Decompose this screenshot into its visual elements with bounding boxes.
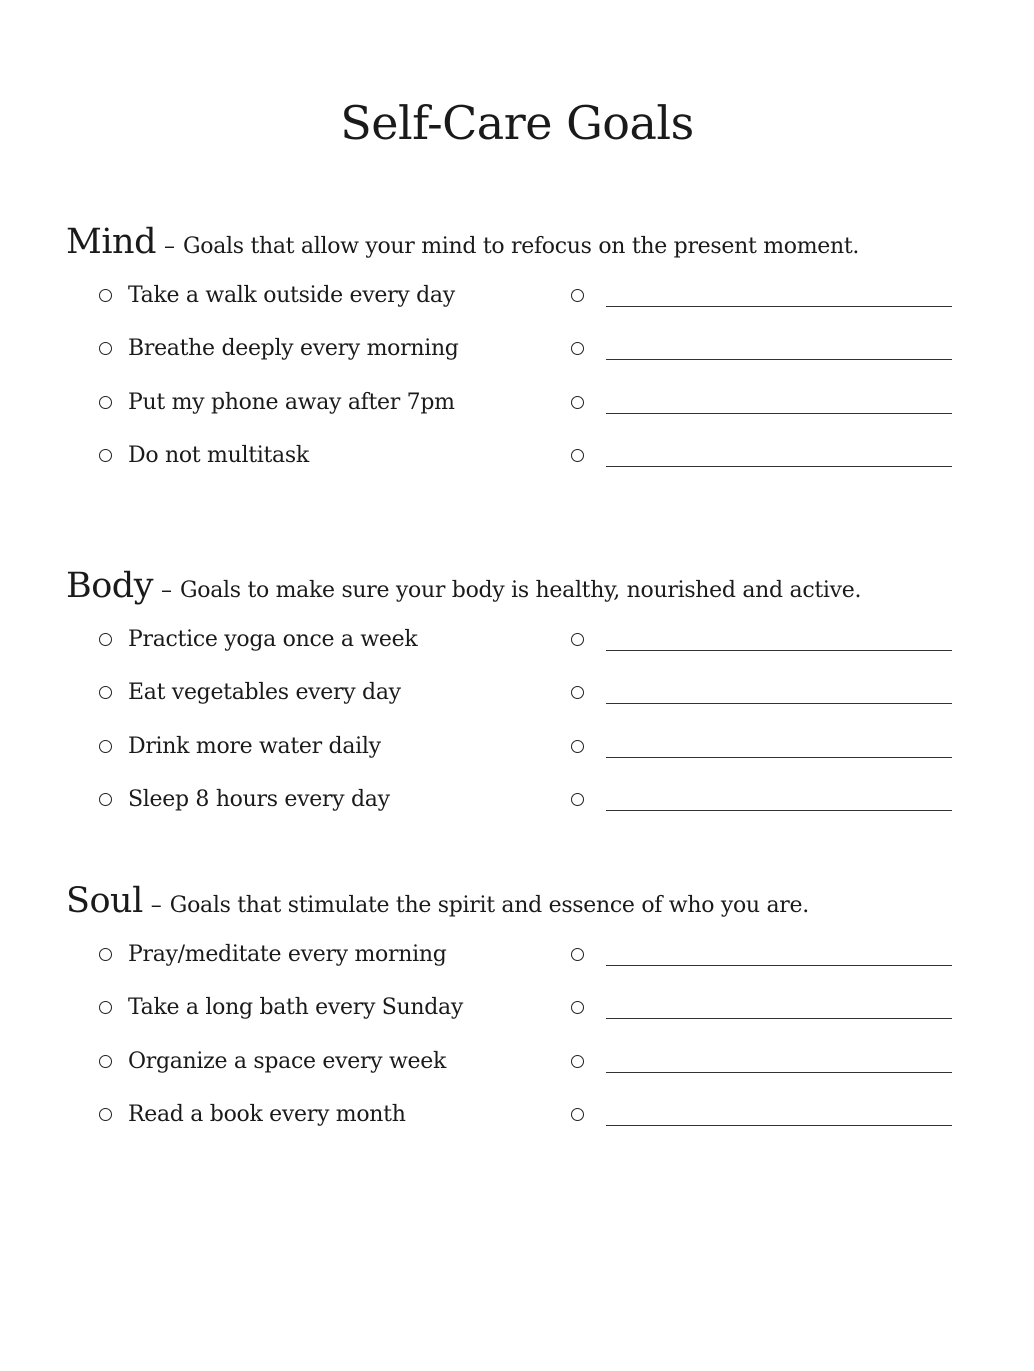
- blank-goal: [571, 785, 952, 815]
- bullet-circle-icon: [99, 396, 112, 409]
- goal-row: [66, 441, 966, 495]
- section-heading: [66, 566, 966, 616]
- bullet-circle-icon: [571, 1108, 584, 1121]
- bullet-circle-icon: [99, 1108, 112, 1121]
- bullet-circle-icon: [571, 396, 584, 409]
- section-name: Mind: [66, 222, 156, 262]
- blank-line[interactable]: [606, 446, 952, 467]
- goal-text: Take a long bath every Sunday: [128, 995, 464, 1020]
- goal-row: [66, 334, 966, 388]
- blank-goal: [571, 731, 952, 761]
- bullet-circle-icon: [571, 1055, 584, 1068]
- page-title: Self-Care Goals: [340, 96, 694, 150]
- goal-row: [66, 1046, 966, 1100]
- blank-goal: [571, 280, 952, 310]
- goal-row: [66, 678, 966, 732]
- blank-line[interactable]: [606, 630, 952, 651]
- goal-item: [99, 334, 459, 364]
- blank-line[interactable]: [606, 683, 952, 704]
- goal-item: [99, 387, 455, 417]
- goal-row: [66, 785, 966, 839]
- section-dash: –: [163, 234, 175, 259]
- blank-line[interactable]: [606, 1052, 952, 1073]
- bullet-circle-icon: [99, 449, 112, 462]
- goal-row: [66, 1100, 966, 1154]
- blank-line[interactable]: [606, 286, 952, 307]
- blank-goal: [571, 678, 952, 708]
- goal-item: [99, 624, 417, 654]
- blank-line[interactable]: [606, 737, 952, 758]
- bullet-circle-icon: [571, 948, 584, 961]
- goal-item: [99, 731, 381, 761]
- bullet-circle-icon: [99, 342, 112, 355]
- section-heading: [66, 881, 966, 931]
- blank-line[interactable]: [606, 945, 952, 966]
- bullet-circle-icon: [571, 633, 584, 646]
- blank-line[interactable]: [606, 1105, 952, 1126]
- bullet-circle-icon: [99, 633, 112, 646]
- section-body: [66, 566, 966, 838]
- blank-goal: [571, 939, 952, 969]
- section-mind: [66, 222, 966, 494]
- goal-text: Drink more water daily: [128, 733, 381, 759]
- goal-item: [99, 280, 455, 310]
- bullet-circle-icon: [571, 342, 584, 355]
- goal-text: Organize a space every week: [128, 1048, 447, 1074]
- blank-goal: [571, 334, 952, 364]
- blank-goal: [571, 1046, 952, 1076]
- goal-item: [99, 678, 401, 708]
- goal-item: [99, 939, 446, 969]
- goal-text: Breathe deeply every morning: [128, 336, 459, 361]
- section-name: Body: [66, 566, 153, 606]
- bullet-circle-icon: [99, 793, 112, 806]
- bullet-circle-icon: [571, 449, 584, 462]
- blank-goal: [571, 441, 952, 471]
- blank-line[interactable]: [606, 998, 952, 1019]
- goal-list: [66, 280, 966, 494]
- bullet-circle-icon: [571, 686, 584, 699]
- section-description: Goals that allow your mind to refocus on the present moment.: [182, 234, 860, 259]
- blank-goal: [571, 1100, 952, 1130]
- goal-text: Put my phone away after 7pm: [128, 389, 455, 415]
- goal-text: Sleep 8 hours every day: [128, 787, 390, 812]
- section-dash: –: [150, 893, 162, 918]
- goal-row: [66, 731, 966, 785]
- goal-list: [66, 939, 966, 1153]
- bullet-circle-icon: [571, 1001, 584, 1014]
- bullet-circle-icon: [99, 1055, 112, 1068]
- bullet-circle-icon: [99, 289, 112, 302]
- goal-row: [66, 993, 966, 1047]
- bullet-circle-icon: [99, 1001, 112, 1014]
- blank-goal: [571, 387, 952, 417]
- bullet-circle-icon: [571, 793, 584, 806]
- goal-row: [66, 939, 966, 993]
- bullet-circle-icon: [99, 948, 112, 961]
- section-name: Soul: [66, 881, 143, 921]
- goal-row: [66, 280, 966, 334]
- goal-item: [99, 1046, 446, 1076]
- goal-text: Eat vegetables every day: [128, 680, 401, 705]
- bullet-circle-icon: [99, 686, 112, 699]
- goal-list: [66, 624, 966, 838]
- blank-line[interactable]: [606, 790, 952, 811]
- bullet-circle-icon: [571, 289, 584, 302]
- section-description: Goals that stimulate the spirit and essence of who you are.: [169, 893, 809, 918]
- bullet-circle-icon: [99, 740, 112, 753]
- goal-row: [66, 387, 966, 441]
- blank-line[interactable]: [606, 393, 952, 414]
- goal-row: [66, 624, 966, 678]
- goal-text: Do not multitask: [128, 443, 309, 468]
- goal-text: Pray/meditate every morning: [128, 941, 447, 967]
- goal-item: [99, 1100, 406, 1130]
- section-description: Goals to make sure your body is healthy, nourished and active.: [179, 578, 862, 603]
- goal-item: [99, 441, 309, 471]
- bullet-circle-icon: [571, 740, 584, 753]
- blank-line[interactable]: [606, 339, 952, 360]
- section-heading: [66, 222, 966, 272]
- goal-item: [99, 785, 390, 815]
- goal-text: Practice yoga once a week: [128, 626, 418, 652]
- section-dash: –: [160, 578, 172, 603]
- goal-item: [99, 993, 463, 1023]
- goal-text: Read a book every month: [128, 1102, 406, 1127]
- blank-goal: [571, 993, 952, 1023]
- goal-text: Take a walk outside every day: [128, 282, 455, 308]
- blank-goal: [571, 624, 952, 654]
- section-soul: [66, 881, 966, 1153]
